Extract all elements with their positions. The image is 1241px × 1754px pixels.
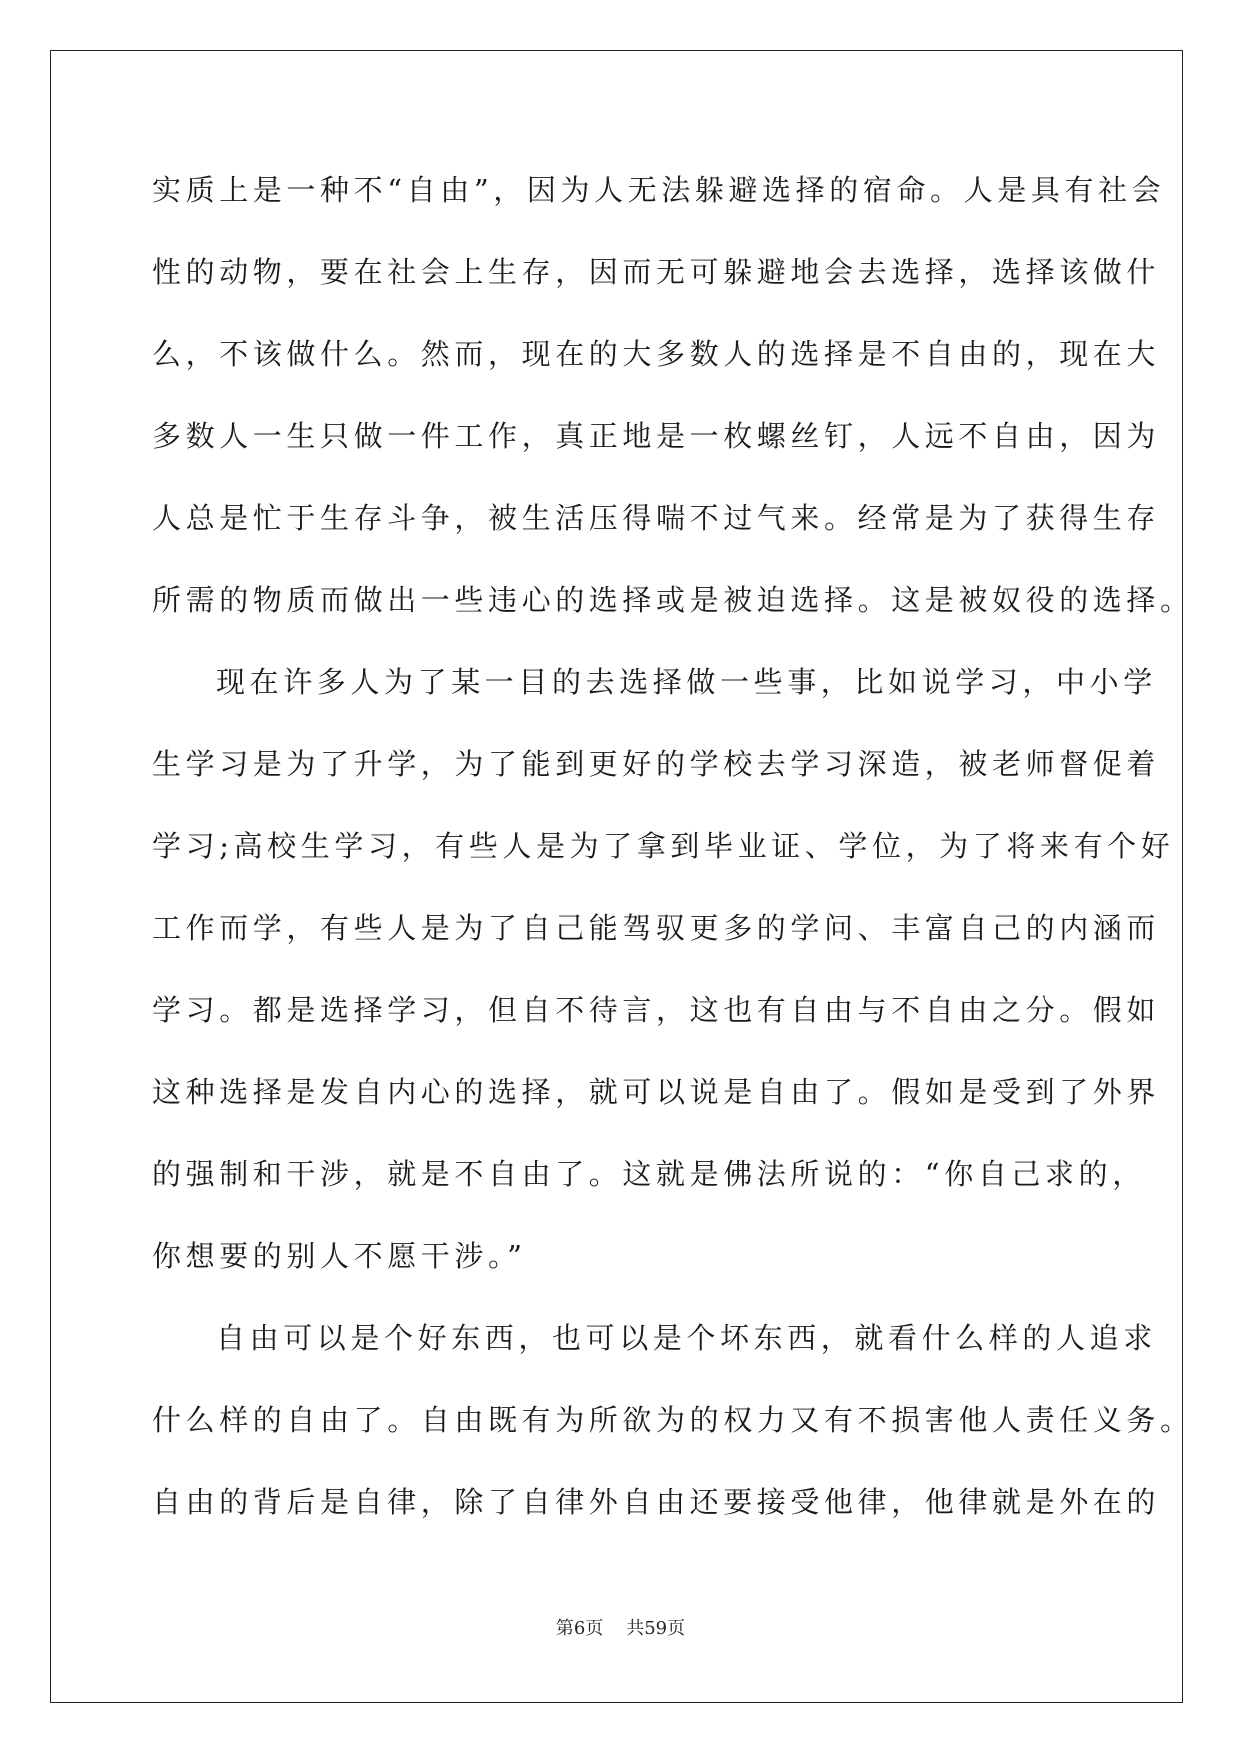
text-line: 人总是忙于生存斗争，被生活压得喘不过气来。经常是为了获得生存 [152,501,1161,535]
text-line: 自由的背后是自律，除了自律外自由还要接受他律，他律就是外在的 [152,1485,1161,1519]
text-line: 实质上是一种不“自由”，因为人无法躲避选择的宿命。人是具有社会 [152,173,1166,207]
paragraph-start-line: 现在许多人为了某一目的去选择做一些事，比如说学习，中小学 [216,665,1157,699]
text-line: 这种选择是发自内心的选择，就可以说是自由了。假如是受到了外界 [152,1075,1161,1109]
text-line: 工作而学，有些人是为了自己能驾驭更多的学问、丰富自己的内涵而 [152,911,1161,945]
text-line: 么，不该做什么。然而，现在的大多数人的选择是不自由的，现在大 [152,337,1161,371]
body-text [152,160,1194,1554]
text-line: 多数人一生只做一件工作，真正地是一枚螺丝钉，人远不自由，因为 [152,419,1161,453]
text-line: 学习;高校生学习，有些人是为了拿到毕业证、学位，为了将来有个好 [152,829,1175,863]
paragraph-start-line: 自由可以是个好东西，也可以是个坏东西，就看什么样的人追求 [216,1321,1157,1355]
text-line: 学习。都是选择学习，但自不待言，这也有自由与不自由之分。假如 [152,993,1161,1027]
total-pages: 共59页 [626,1618,686,1639]
text-line: 所需的物质而做出一些违心的选择或是被迫选择。这是被奴役的选择。 [152,583,1194,617]
text-line: 的强制和干涉，就是不自由了。这就是佛法所说的：“你自己求的， [152,1157,1146,1191]
page-footer [0,1614,1241,1640]
text-line: 你想要的别人不愿干涉。” [152,1239,527,1273]
footer-gap [603,1618,626,1639]
text-line: 什么样的自由了。自由既有为所欲为的权力又有不损害他人责任义务。 [152,1403,1194,1437]
page-number: 第6页 [555,1618,604,1639]
text-line: 生学习是为了升学，为了能到更好的学校去学习深造，被老师督促着 [152,747,1161,781]
text-line: 性的动物，要在社会上生存，因而无可躲避地会去选择，选择该做什 [152,255,1161,289]
